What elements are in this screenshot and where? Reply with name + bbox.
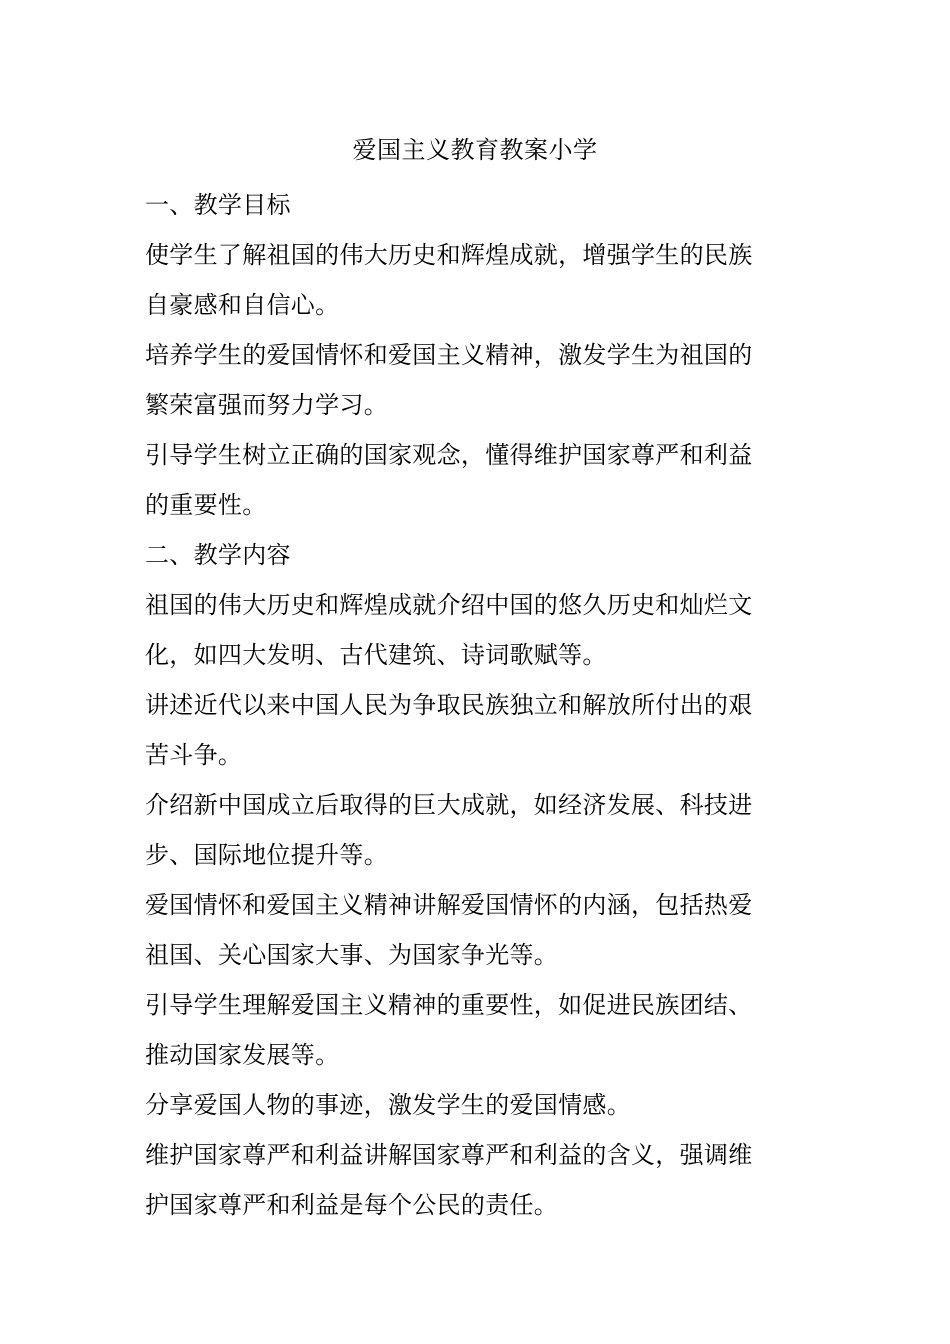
document-title: 爱国主义教育教案小学 [352, 136, 598, 164]
paragraph-line: 祖国的伟大历史和辉煌成就介绍中国的悠久历史和灿烂文 [145, 591, 753, 619]
paragraph-line: 推动国家发展等。 [145, 1041, 340, 1069]
document-body [145, 180, 810, 1230]
paragraph-line: 繁荣富强而努力学习。 [145, 391, 388, 419]
paragraph-line: 使学生了解祖国的伟大历史和辉煌成就，增强学生的民族 [145, 241, 753, 269]
section-heading-objectives: 一、教学目标 [145, 191, 291, 219]
paragraph-line: 自豪感和自信心。 [145, 291, 340, 319]
paragraph-line: 培养学生的爱国情怀和爱国主义精神，激发学生为祖国的 [145, 341, 753, 369]
paragraph-line: 讲述近代以来中国人民为争取民族独立和解放所付出的艰 [145, 691, 753, 719]
paragraph-line: 引导学生树立正确的国家观念，懂得维护国家尊严和利益 [145, 441, 753, 469]
paragraph-line: 维护国家尊严和利益讲解国家尊严和利益的含义，强调维 [145, 1141, 753, 1169]
paragraph-line: 苦斗争。 [145, 741, 243, 769]
section-heading-content: 二、教学内容 [145, 541, 291, 569]
paragraph-line: 介绍新中国成立后取得的巨大成就，如经济发展、科技进 [145, 791, 753, 819]
paragraph-line: 引导学生理解爱国主义精神的重要性，如促进民族团结、 [145, 991, 753, 1019]
paragraph-line: 分享爱国人物的事迹，激发学生的爱国情感。 [145, 1091, 631, 1119]
paragraph-line: 爱国情怀和爱国主义精神讲解爱国情怀的内涵，包括热爱 [145, 891, 753, 919]
paragraph-line: 祖国、关心国家大事、为国家争光等。 [145, 941, 559, 969]
paragraph-line: 步、国际地位提升等。 [145, 841, 388, 869]
paragraph-line: 化，如四大发明、古代建筑、诗词歌赋等。 [145, 641, 607, 669]
paragraph-line: 的重要性。 [145, 491, 267, 519]
paragraph-line: 护国家尊严和利益是每个公民的责任。 [145, 1191, 559, 1219]
